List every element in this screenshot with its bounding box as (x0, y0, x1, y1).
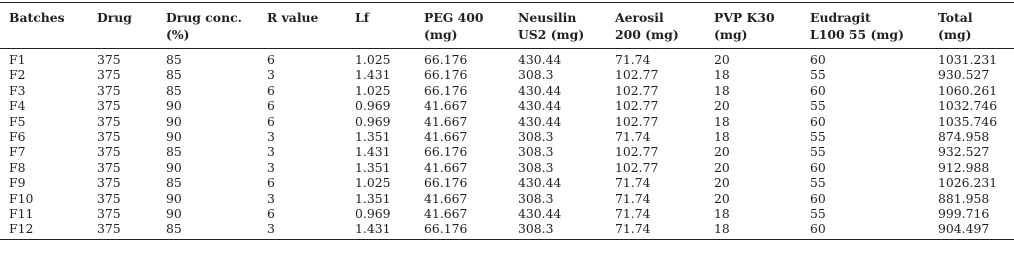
cell-total: 912.988 (938, 159, 990, 175)
cell-eudragit: 60 (810, 159, 826, 175)
cell-total: 1026.231 (938, 175, 998, 191)
cell-drug-conc: 90 (166, 98, 182, 114)
cell-drug-conc: 85 (166, 82, 182, 98)
cell-neusilin-us2: 430.44 (518, 206, 562, 222)
table-row (0, 160, 1014, 175)
cell-r-value: 6 (267, 82, 275, 98)
cell-pvp-k30: 20 (714, 144, 730, 160)
cell-aerosil-200: 102.77 (615, 67, 659, 83)
header-r-value: R value (258, 3, 346, 49)
cell-aerosil-200: 102.77 (615, 82, 659, 98)
header-drug: Drug (88, 3, 157, 49)
cell-neusilin-us2: 308.3 (518, 144, 554, 160)
cell-lf: 1.431 (346, 221, 415, 239)
cell-aerosil-200: 102.77 (615, 113, 659, 129)
cell-pvp-k30: 18 (714, 82, 730, 98)
cell-r-value: 6 (267, 98, 275, 114)
cell-lf: 1.431 (355, 67, 391, 83)
cell-neusilin-us2: 308.3 (518, 67, 554, 83)
cell-total: 881.958 (938, 190, 990, 206)
cell-eudragit: 60 (810, 52, 826, 67)
cell-pvp-k30: 20 (714, 190, 730, 206)
cell-r-value: 3 (258, 221, 346, 239)
cell-peg-400: 41.667 (424, 98, 468, 114)
cell-drug: 375 (97, 129, 121, 145)
header-lf: Lf (346, 3, 415, 49)
table-row (0, 49, 1014, 68)
cell-pvp-k30: 18 (705, 221, 801, 239)
cell-eudragit: 55 (810, 175, 826, 191)
cell-lf: 1.025 (355, 52, 391, 67)
cell-neusilin-us2: 430.44 (518, 82, 562, 98)
table-header-row (0, 3, 1014, 49)
cell-lf: 1.351 (355, 190, 391, 206)
cell-total: 904.497 (929, 221, 1014, 239)
table-row (0, 83, 1014, 98)
cell-batch: F1 (9, 52, 26, 67)
cell-r-value: 6 (267, 175, 275, 191)
table-body (0, 49, 1014, 240)
cell-total: 932.527 (938, 144, 990, 160)
cell-aerosil-200: 102.77 (615, 159, 659, 175)
cell-eudragit: 55 (810, 129, 826, 145)
cell-pvp-k30: 20 (714, 52, 730, 67)
cell-peg-400: 41.667 (424, 206, 468, 222)
table-row (0, 144, 1014, 159)
cell-total: 1031.231 (938, 52, 998, 67)
cell-lf: 0.969 (355, 206, 391, 222)
cell-drug: 375 (97, 190, 121, 206)
cell-drug-conc: 85 (157, 221, 258, 239)
cell-batch: F5 (9, 113, 26, 129)
cell-drug: 375 (97, 113, 121, 129)
cell-eudragit: 60 (810, 113, 826, 129)
cell-r-value: 6 (267, 113, 275, 129)
cell-drug-conc: 90 (166, 206, 182, 222)
cell-total: 874.958 (938, 129, 990, 145)
header-neusilin-us2: Neusilin US2 (mg) (509, 3, 606, 49)
header-total: Total (mg) (929, 3, 1014, 49)
cell-peg-400: 41.667 (424, 190, 468, 206)
cell-aerosil-200: 71.74 (615, 129, 651, 145)
cell-neusilin-us2: 308.3 (518, 159, 554, 175)
cell-neusilin-us2: 308.3 (509, 221, 606, 239)
cell-r-value: 3 (267, 67, 275, 83)
cell-batch: F4 (9, 98, 26, 114)
header-pvp-k30: PVP K30 (mg) (705, 3, 801, 49)
cell-lf: 1.351 (355, 129, 391, 145)
cell-batch: F10 (9, 190, 34, 206)
cell-peg-400: 66.176 (424, 144, 468, 160)
cell-neusilin-us2: 430.44 (518, 113, 562, 129)
cell-r-value: 3 (267, 129, 275, 145)
cell-peg-400: 41.667 (424, 129, 468, 145)
header-drug-conc: Drug conc. (%) (157, 3, 258, 49)
cell-peg-400: 66.176 (424, 67, 468, 83)
cell-neusilin-us2: 308.3 (518, 129, 554, 145)
cell-aerosil-200: 71.74 (615, 175, 651, 191)
cell-r-value: 3 (267, 190, 275, 206)
cell-drug: 375 (97, 144, 121, 160)
cell-peg-400: 66.176 (424, 52, 468, 67)
cell-neusilin-us2: 308.3 (518, 190, 554, 206)
header-aerosil-200: Aerosil 200 (mg) (606, 3, 705, 49)
cell-lf: 1.025 (355, 82, 391, 98)
cell-drug-conc: 85 (166, 67, 182, 83)
cell-lf: 1.431 (355, 144, 391, 160)
cell-drug: 375 (97, 98, 121, 114)
cell-pvp-k30: 18 (714, 113, 730, 129)
cell-pvp-k30: 20 (714, 175, 730, 191)
cell-r-value: 6 (267, 52, 275, 67)
cell-total: 930.527 (938, 67, 990, 83)
cell-peg-400: 66.176 (415, 221, 509, 239)
cell-r-value: 6 (267, 206, 275, 222)
formulation-batches-table (0, 2, 1014, 240)
cell-batch: F3 (9, 82, 26, 98)
cell-eudragit: 60 (810, 190, 826, 206)
cell-eudragit: 55 (810, 144, 826, 160)
cell-eudragit: 55 (810, 67, 826, 83)
cell-aerosil-200: 102.77 (615, 98, 659, 114)
table-row (0, 206, 1014, 221)
cell-eudragit: 60 (801, 221, 929, 239)
cell-pvp-k30: 18 (714, 67, 730, 83)
cell-drug-conc: 90 (166, 129, 182, 145)
cell-pvp-k30: 18 (714, 206, 730, 222)
table-row (0, 98, 1014, 113)
table-row (0, 114, 1014, 129)
cell-neusilin-us2: 430.44 (518, 52, 562, 67)
header-batches: Batches (0, 3, 88, 49)
cell-eudragit: 60 (810, 82, 826, 98)
cell-batch: F11 (9, 206, 34, 222)
cell-r-value: 3 (267, 159, 275, 175)
table-row (0, 67, 1014, 82)
cell-eudragit: 55 (810, 98, 826, 114)
cell-drug: 375 (88, 221, 157, 239)
table-row (0, 221, 1014, 239)
cell-batch: F6 (9, 129, 26, 145)
cell-drug: 375 (97, 206, 121, 222)
cell-drug: 375 (97, 52, 121, 67)
cell-r-value: 3 (267, 144, 275, 160)
cell-drug-conc: 90 (166, 190, 182, 206)
cell-peg-400: 41.667 (424, 159, 468, 175)
cell-lf: 1.025 (355, 175, 391, 191)
cell-aerosil-200: 71.74 (615, 52, 651, 67)
cell-total: 999.716 (938, 206, 990, 222)
cell-aerosil-200: 102.77 (615, 144, 659, 160)
cell-batch: F8 (9, 159, 26, 175)
cell-total: 1035.746 (938, 113, 998, 129)
cell-batch: F2 (9, 67, 26, 83)
cell-pvp-k30: 20 (714, 159, 730, 175)
cell-lf: 0.969 (355, 98, 391, 114)
cell-total: 1032.746 (938, 98, 998, 114)
cell-drug-conc: 90 (166, 113, 182, 129)
cell-aerosil-200: 71.74 (615, 190, 651, 206)
cell-batch: F9 (9, 175, 26, 191)
cell-peg-400: 66.176 (424, 82, 468, 98)
cell-total: 1060.261 (938, 82, 998, 98)
cell-batch: F7 (9, 144, 26, 160)
table-row (0, 191, 1014, 206)
cell-eudragit: 55 (810, 206, 826, 222)
cell-drug: 375 (97, 82, 121, 98)
cell-aerosil-200: 71.74 (615, 206, 651, 222)
header-eudragit: Eudragit L100 55 (mg) (801, 3, 929, 49)
cell-lf: 1.351 (355, 159, 391, 175)
cell-drug-conc: 85 (166, 175, 182, 191)
table-row (0, 175, 1014, 190)
cell-batch: F12 (0, 221, 88, 239)
cell-peg-400: 41.667 (424, 113, 468, 129)
header-peg-400: PEG 400 (mg) (415, 3, 509, 49)
cell-lf: 0.969 (355, 113, 391, 129)
cell-pvp-k30: 18 (714, 129, 730, 145)
cell-drug-conc: 85 (166, 144, 182, 160)
cell-drug: 375 (97, 67, 121, 83)
cell-aerosil-200: 71.74 (606, 221, 705, 239)
cell-pvp-k30: 20 (714, 98, 730, 114)
cell-drug-conc: 85 (166, 52, 182, 67)
cell-drug: 375 (97, 159, 121, 175)
cell-neusilin-us2: 430.44 (518, 175, 562, 191)
cell-neusilin-us2: 430.44 (518, 98, 562, 114)
cell-drug-conc: 90 (166, 159, 182, 175)
table-row (0, 129, 1014, 144)
cell-peg-400: 66.176 (424, 175, 468, 191)
cell-drug: 375 (97, 175, 121, 191)
